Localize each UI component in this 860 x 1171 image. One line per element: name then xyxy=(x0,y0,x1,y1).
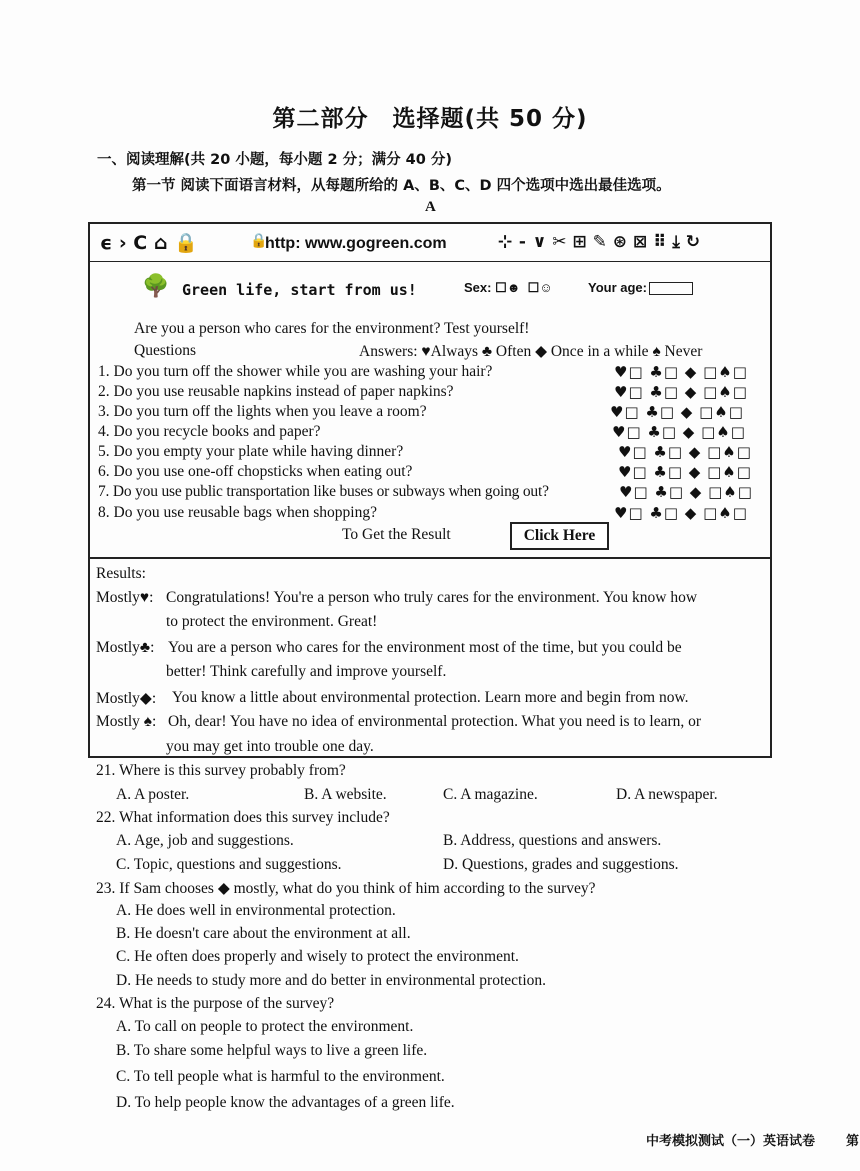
url-bar[interactable]: http: www.gogreen.com xyxy=(265,235,447,252)
sex-label: Sex: xyxy=(464,280,492,295)
age-label: Your age: xyxy=(588,280,647,295)
result-text: you may get into trouble one day. xyxy=(166,738,374,755)
survey-question: 1. Do you turn off the shower while you are washing your hair? xyxy=(98,363,493,380)
option-22-a: A. Age, job and suggestions. xyxy=(116,832,294,849)
question-22: 22. What information does this survey include? xyxy=(96,809,390,826)
browser-tool-icons[interactable]: ⊹ ⁃ ∨ ✂ ⊞ ✎ ⊛ ⊠ ⠿ ⤓ ↻ xyxy=(498,232,700,252)
option-23-b: B. He doesn't care about the environment at all. xyxy=(116,925,411,942)
part-title: 第二部分 选择题(共 50 分) xyxy=(272,106,588,132)
age-field xyxy=(588,280,693,295)
female-checkbox[interactable]: ☐☺ xyxy=(527,280,553,295)
option-21-d: D. A newspaper. xyxy=(616,786,718,803)
results-heading: Results: xyxy=(96,565,146,582)
option-23-d: D. He needs to study more and do better in environmental protection. xyxy=(116,972,547,989)
passage-label: A xyxy=(425,199,436,215)
banner-title: Green life, start from us! xyxy=(182,281,417,299)
results-divider xyxy=(90,557,770,559)
survey-question: 6. Do you use one-off chopsticks when eating out? xyxy=(98,463,413,480)
survey-question: 7. Do you use public transportation like buses or subways when going out? xyxy=(98,483,549,500)
result-label: Mostly◆: xyxy=(96,690,157,707)
option-22-d: D. Questions, grades and suggestions. xyxy=(443,856,679,873)
survey-question: 2. Do you use reusable napkins instead of paper napkins? xyxy=(98,383,454,400)
option-22-b: B. Address, questions and answers. xyxy=(443,832,662,849)
survey-question: 5. Do you empty your plate while having dinner? xyxy=(98,443,404,460)
question-21: 21. Where is this survey probably from? xyxy=(96,762,346,779)
sex-field xyxy=(464,280,553,296)
option-24-c: C. To tell people what is harmful to the environment. xyxy=(116,1068,445,1085)
browser-toolbar xyxy=(90,224,770,262)
girl-icon: ☺ xyxy=(539,280,553,295)
survey-question: 4. Do you recycle books and paper? xyxy=(98,423,321,440)
answer-choices[interactable]: ♥□ ♣□ ◆ □♠□ xyxy=(614,383,748,401)
answers-legend: Answers: ♥Always ♣ Often ◆ Once in a while ♠ Never xyxy=(359,343,703,360)
answer-choices[interactable]: ♥□ ♣□ ◆ □♠□ xyxy=(618,463,752,481)
answer-choices[interactable]: ♥□ ♣□ ◆ □♠□ xyxy=(614,363,748,381)
click-here-button[interactable]: Click Here xyxy=(510,522,609,550)
answer-choices[interactable]: ♥□ ♣□ ◆ □♠□ xyxy=(619,483,753,501)
option-21-c: C. A magazine. xyxy=(443,786,538,803)
survey-question: 3. Do you turn off the lights when you leave a room? xyxy=(98,403,427,420)
result-label: Mostly♣: xyxy=(96,639,155,656)
answer-choices[interactable]: ♥□ ♣□ ◆ □♠□ xyxy=(618,443,752,461)
result-text: better! Think carefully and improve yourself. xyxy=(166,663,447,680)
answer-choices[interactable]: ♥□ ♣□ ◆ □♠□ xyxy=(612,423,746,441)
option-24-b: B. To share some helpful ways to live a green life. xyxy=(116,1042,428,1059)
age-input[interactable] xyxy=(649,282,693,295)
answer-choices[interactable]: ♥□ ♣□ ◆ □♠□ xyxy=(614,504,748,522)
question-24: 24. What is the purpose of the survey? xyxy=(96,995,335,1012)
result-label: Mostly♥: xyxy=(96,589,154,606)
browser-nav-icons[interactable]: ϵ › C ⌂ 🔒 xyxy=(100,232,198,254)
page-number-fragment: 第 xyxy=(846,1134,860,1149)
question-23: 23. If Sam chooses ◆ mostly, what do you think of him according to the survey? xyxy=(96,880,596,897)
survey-question: 8. Do you use reusable bags when shopping? xyxy=(98,504,377,521)
male-checkbox[interactable]: ☐☻ xyxy=(495,280,521,295)
survey-webpage xyxy=(88,222,772,758)
lock-icon: 🔒 xyxy=(250,233,268,249)
option-21-b: B. A website. xyxy=(304,786,387,803)
result-text: Congratulations! You're a person who truly cares for the environment. You know how xyxy=(166,589,698,606)
option-24-d: D. To help people know the advantages of a green life. xyxy=(116,1094,455,1111)
option-23-c: C. He often does properly and wisely to protect the environment. xyxy=(116,948,519,965)
result-prompt: To Get the Result xyxy=(342,526,451,543)
option-23-a: A. He does well in environmental protection. xyxy=(116,902,396,919)
survey-intro: Are you a person who cares for the environment? Test yourself! xyxy=(134,320,530,337)
option-22-c: C. Topic, questions and suggestions. xyxy=(116,856,342,873)
option-21-a: A. A poster. xyxy=(116,786,190,803)
boy-icon: ☻ xyxy=(506,280,521,295)
option-24-a: A. To call on people to protect the environment. xyxy=(116,1018,414,1035)
instruction-text: 第一节 阅读下面语言材料，从每题所给的 A、B、C、D 四个选项中选出最佳选项。 xyxy=(132,178,671,194)
result-label: Mostly ♠: xyxy=(96,713,157,730)
section-title: 一、阅读理解(共 20 小题，每小题 2 分；满分 40 分) xyxy=(97,152,452,168)
result-text: Oh, dear! You have no idea of environmental protection. What you need is to learn, or xyxy=(168,713,702,730)
answer-choices[interactable]: ♥□ ♣□ ◆ □♠□ xyxy=(610,403,744,421)
result-text: You are a person who cares for the environment most of the time, but you could be xyxy=(168,639,682,656)
tree-logo-icon: 🌳 xyxy=(142,273,170,298)
result-text: to protect the environment. Great! xyxy=(166,613,378,630)
result-text: You know a little about environmental protection. Learn more and begin from now. xyxy=(172,689,689,706)
page-footer: 中考模拟测试（一）英语试卷 xyxy=(646,1134,816,1149)
questions-header: Questions xyxy=(134,342,196,359)
